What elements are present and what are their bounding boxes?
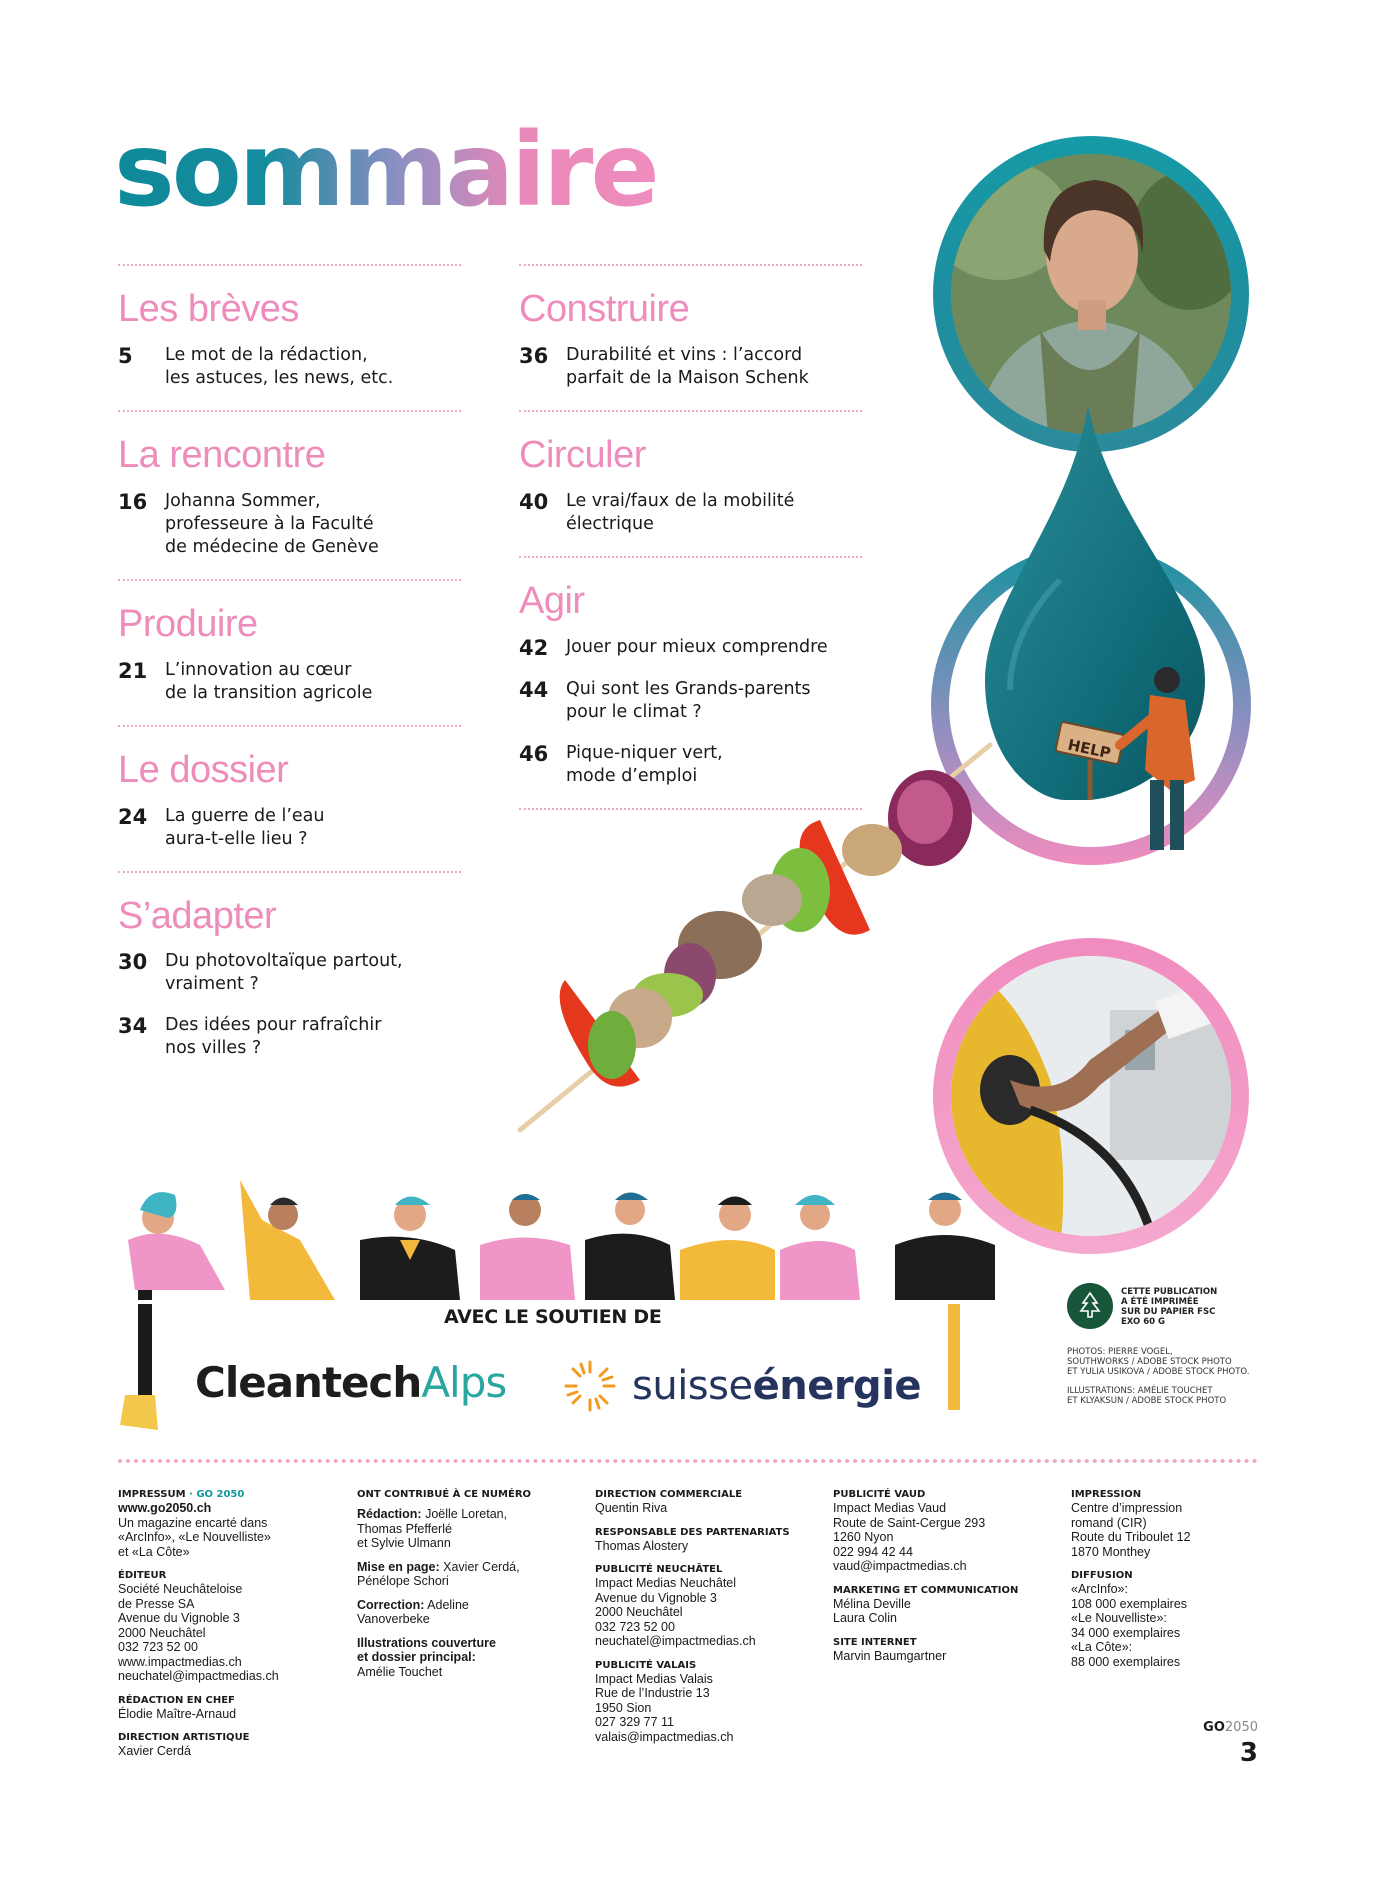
distribution-heading: DIFFUSION [1071, 1570, 1133, 1581]
toc-page-number: 44 [519, 677, 549, 702]
toc-entry-title: Durabilité et vins : l’accord parfait de la Maison Schenk [566, 344, 809, 388]
water-drop-illustration [931, 405, 1251, 865]
footer-divider [118, 1459, 1258, 1463]
contrib-mise-en-page: Mise en page: Xavier Cerdá, Pénélope Schori [357, 1559, 520, 1588]
toc-page-number: 34 [118, 1014, 148, 1039]
pub-vaud-heading: PUBLICITÉ VAUD [833, 1489, 926, 1500]
contrib-illustrations: Illustrations couverture et dossier principal: Amélie Touchet [357, 1635, 496, 1679]
toc-page-number: 5 [118, 343, 133, 368]
partnerships-name: Thomas Alostery [595, 1538, 689, 1553]
toc-entry-title: Qui sont les Grands-parents pour le climat ? [566, 678, 811, 722]
impressum-col-2 [357, 1488, 582, 1679]
section-title: Circuler [519, 433, 646, 476]
commercial-heading: DIRECTION COMMERCIALE [595, 1489, 743, 1500]
partnerships-heading: RESPONSABLE DES PARTENARIATS [595, 1526, 790, 1538]
chef-name: Élodie Maître-Arnaud [118, 1706, 237, 1721]
section-title: Produire [118, 602, 258, 645]
pub-valais-details: Impact Medias Valais Rue de l’Industrie 13 1950 Sion 027 329 77 11 valais@impactmedias.ch [595, 1671, 734, 1744]
section-title: Le dossier [118, 748, 289, 791]
pub-vaud-details: Impact Medias Vaud Route de Saint-Cergue 293 1260 Nyon 022 994 42 44 vaud@impactmedias.ch [833, 1501, 986, 1573]
suisse-logo-part2: énergie [752, 1363, 922, 1409]
toc-page-number: 40 [519, 489, 549, 514]
pub-neuchatel-heading: PUBLICITÉ NEUCHÂTEL [595, 1564, 723, 1575]
printing-details: Centre d’impression romand (CIR) Route du Triboulet 12 1870 Monthey [1071, 1501, 1191, 1559]
toc-entry-title: Johanna Sommer, professeure à la Faculté de médecine de Genève [165, 490, 379, 557]
ev-charging-photo [933, 938, 1249, 1254]
cleantech-logo-part2: Alps [421, 1358, 507, 1407]
toc-entry-title: La guerre de l’eau aura-t-elle lieu ? [165, 805, 325, 849]
toc-page-number: 42 [519, 635, 549, 660]
marketing-heading: MARKETING ET COMMUNICATION [833, 1584, 1019, 1596]
printing-heading: IMPRESSION [1071, 1489, 1142, 1500]
distribution-details: «ArcInfo»: 108 000 exemplaires «Le Nouvelliste»: 34 000 exemplaires «La Côte»: 88 000 exemplaires [1071, 1582, 1188, 1669]
commercial-name: Quentin Riva [595, 1501, 668, 1515]
cleantech-logo-part1: Cleantech [195, 1358, 422, 1407]
toc-entry-title: Le mot de la rédaction, les astuces, les news, etc. [165, 344, 394, 388]
pub-valais-heading: PUBLICITÉ VALAIS [595, 1659, 697, 1671]
portrait-photo [930, 136, 1250, 460]
section-title: Agir [519, 579, 585, 622]
toc-entry-title: L’innovation au cœur de la transition agricole [165, 659, 373, 703]
toc-page-number: 21 [118, 658, 148, 683]
page-number: 3 [1239, 1738, 1258, 1768]
impressum-col-3 [595, 1488, 820, 1744]
photo-credits [1067, 1347, 1267, 1415]
website-name: Marvin Baumgartner [833, 1648, 947, 1663]
cleantech-alps-logo[interactable] [195, 1358, 507, 1407]
section-title: Construire [519, 288, 690, 330]
impressum-col-5 [1071, 1488, 1296, 1669]
editeur-heading: ÉDITEUR [118, 1570, 167, 1581]
contrib-redaction: Rédaction: Joëlle Loretan, Thomas Pfefferlé et Sylvie Ulmann [357, 1507, 508, 1550]
impressum-description: Un magazine encarté dans «ArcInfo», «Le Nouvelliste» et «La Côte» [118, 1515, 271, 1559]
toc-page-number: 36 [519, 343, 549, 368]
chef-heading: RÉDACTION EN CHEF [118, 1694, 235, 1706]
help-sign-text: HELP [1066, 735, 1113, 763]
impressum-heading: IMPRESSUM · GO 2050 [118, 1489, 245, 1500]
toc-entry-title: Du photovoltaïque partout, vraiment ? [165, 951, 403, 995]
sun-rays-icon [562, 1358, 618, 1414]
art-director-name: Xavier Cerdá [118, 1744, 191, 1758]
suisseenergie-logo[interactable] [562, 1358, 921, 1414]
section-title: Les brèves [118, 288, 299, 330]
contributors-heading: ONT CONTRIBUÉ À CE NUMÉRO [357, 1489, 532, 1500]
fsc-notice: CETTE PUBLICATION A ÉTÉ IMPRIMÉE SUR DU PAPIER FSC EXO 60 G [1121, 1287, 1218, 1327]
toc-entry-title: Pique-niquer vert, mode d’emploi [566, 742, 723, 786]
vegetable-skewer-illustration [520, 745, 990, 1130]
toc-page-number: 30 [118, 950, 148, 975]
toc-page-number: 24 [118, 804, 148, 829]
fsc-logo [1067, 1283, 1113, 1329]
toc-entry-title: Le vrai/faux de la mobilité électrique [566, 490, 795, 534]
toc-entry-title: Jouer pour mieux comprendre [566, 636, 828, 657]
page-title: sommaire [114, 111, 657, 230]
contrib-correction: Correction: Adeline Vanoverbeke [357, 1597, 469, 1626]
impressum-col-1 [118, 1488, 343, 1759]
impressum-website-link[interactable]: www.go2050.ch [118, 1501, 212, 1515]
toc-page-number: 46 [519, 741, 549, 766]
marketing-names: Mélina Deville Laura Colin [833, 1596, 911, 1625]
credits-photos: PHOTOS: PIERRE VOGEL, SOUTHWORKS / ADOBE STOCK PHOTO ET YULIA USIKOVA / ADOBE STOCK PHOTO. [1067, 1347, 1250, 1377]
impressum-col-4 [833, 1488, 1058, 1663]
section-title: S’adapter [118, 894, 277, 937]
credits-illustrations: ILLUSTRATIONS: AMÉLIE TOUCHET ET KLYAKSUN / ADOBE STOCK PHOTO [1067, 1386, 1227, 1406]
toc-page-number: 16 [118, 489, 148, 514]
suisse-logo-part1: suisse [632, 1363, 753, 1409]
editeur-details: Société Neuchâteloise de Presse SA Avenue du Vignoble 3 2000 Neuchâtel 032 723 52 00 www.impactmedias.ch neuchatel@impactmedias.ch [118, 1582, 279, 1683]
art-director-heading: DIRECTION ARTISTIQUE [118, 1732, 250, 1743]
magazine-brand: GO2050 [1203, 1720, 1258, 1735]
section-title: La rencontre [118, 433, 326, 476]
toc-entry-title: Des idées pour rafraîchir nos villes ? [165, 1015, 382, 1059]
support-label: AVEC LE SOUTIEN DE [444, 1306, 662, 1328]
tree-check-icon [1073, 1289, 1107, 1323]
pub-neuchatel-details: Impact Medias Neuchâtel Avenue du Vignoble 3 2000 Neuchâtel 032 723 52 00 neuchatel@impactmedias.ch [595, 1576, 756, 1648]
website-heading: SITE INTERNET [833, 1636, 917, 1648]
